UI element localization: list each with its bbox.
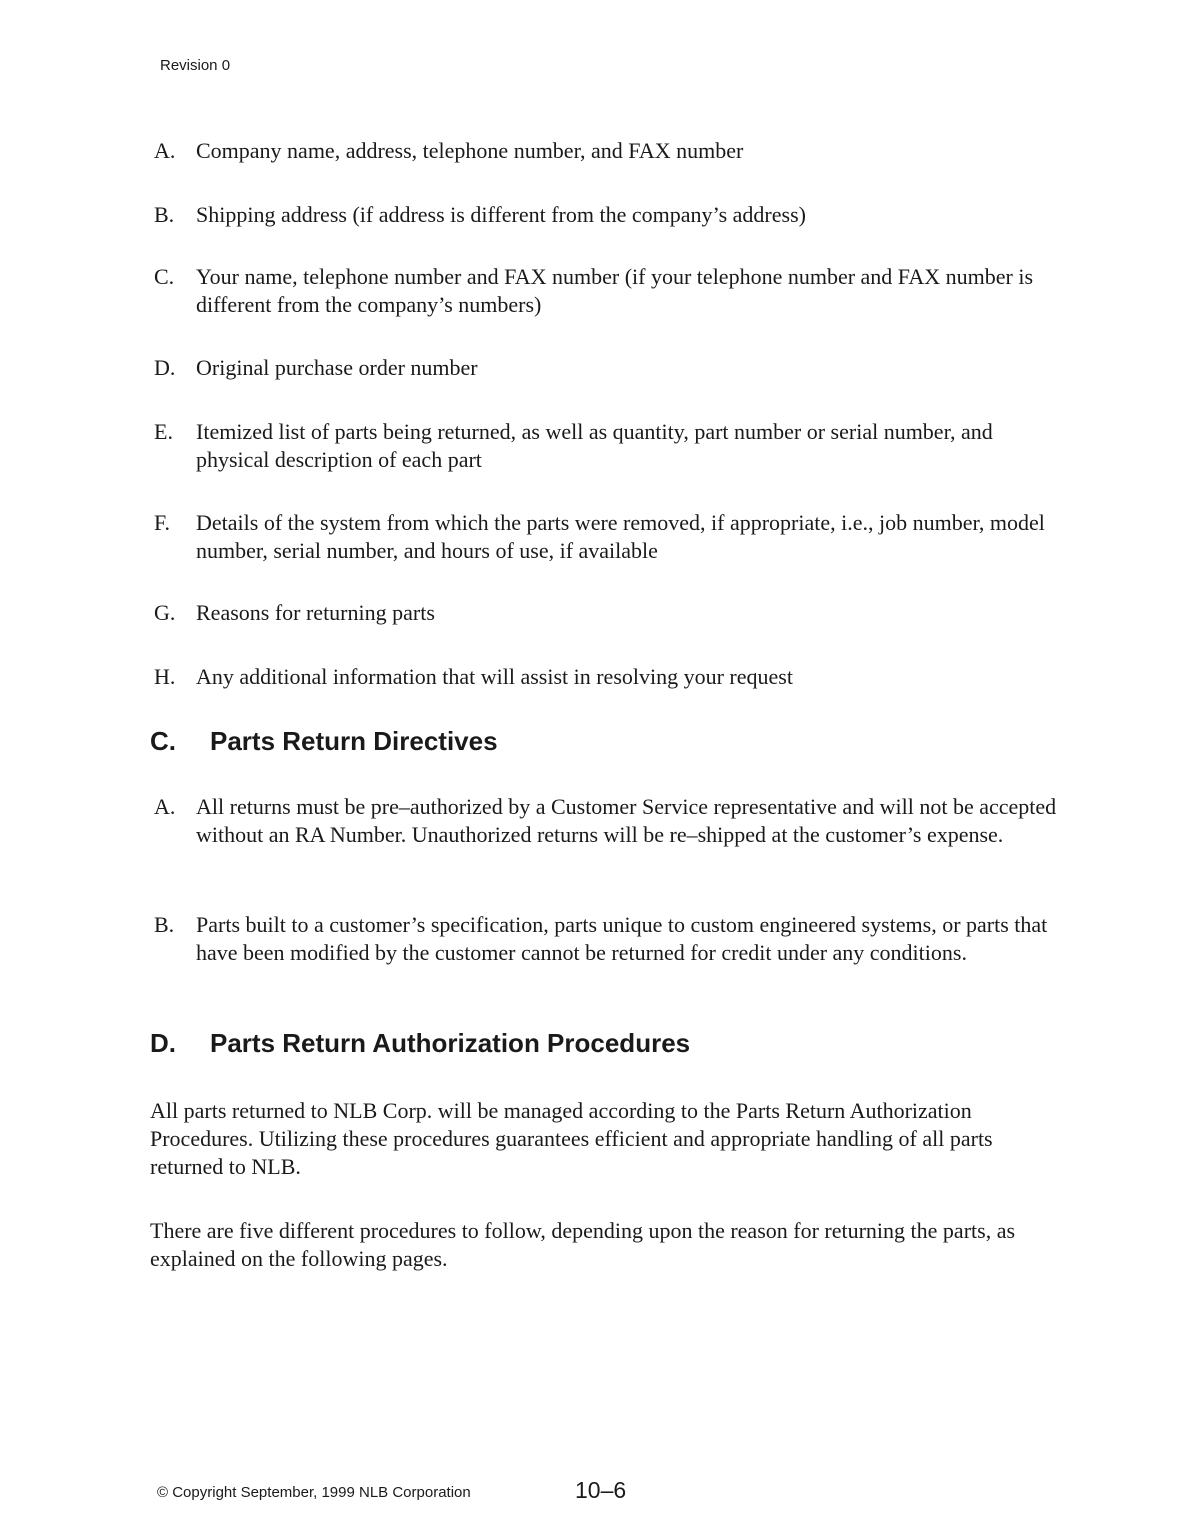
list-item — [150, 599, 1070, 663]
list-item — [150, 911, 1070, 995]
list-item-text: Original purchase order number — [196, 355, 478, 380]
list-item-letter: B. — [154, 202, 175, 227]
section-d-paragraph: All parts returned to NLB Corp. will be managed according to the Parts Return Authorization Procedures. Utilizing these procedures guarantees efficient and appropriate handling of all parts returned to NLB. — [150, 1098, 993, 1179]
list-item-text: Parts built to a customer’s specification, parts unique to custom engineered systems, or parts that have been modified by the customer cannot be returned for credit under any conditions. — [196, 912, 1048, 965]
list-item-letter: C. — [154, 264, 175, 289]
list-item-text: Reasons for returning parts — [196, 600, 435, 625]
list-item-text: All returns must be pre–authorized by a Customer Service representative and will not be accepted without an RA Number. Unauthorized returns will be re–shipped at the customer’s expense. — [196, 794, 1057, 847]
list-item — [150, 201, 1070, 263]
list-item — [150, 354, 1070, 418]
revision-label: Revision 0 — [160, 57, 231, 74]
list-item-letter: F. — [154, 510, 170, 535]
list-item — [150, 663, 1070, 693]
info-list — [150, 137, 1070, 693]
section-d-heading — [150, 1027, 690, 1059]
list-item-text: Your name, telephone number and FAX number (if your telephone number and FAX number is different from the company’s numbers) — [196, 264, 1034, 317]
list-item-letter: B. — [154, 912, 175, 937]
section-c-heading — [150, 725, 498, 757]
list-item-text: Shipping address (if address is different from the company’s address) — [196, 202, 806, 227]
directives-list — [150, 793, 1070, 995]
section-d-letter: D. — [150, 1028, 176, 1058]
section-c-letter: C. — [150, 726, 176, 756]
list-item-letter: A. — [154, 794, 176, 819]
list-item-letter: H. — [154, 664, 176, 689]
section-c-title: Parts Return Directives — [210, 726, 498, 756]
list-item — [150, 137, 1070, 201]
list-item-text: Company name, address, telephone number, and FAX number — [196, 138, 744, 163]
list-item — [150, 509, 1070, 599]
list-item-letter: G. — [154, 600, 176, 625]
copyright-notice: © Copyright September, 1999 NLB Corporation — [157, 1484, 471, 1501]
section-d-paragraph: There are five different procedures to follow, depending upon the reason for returning the parts, as explained on the following pages. — [150, 1218, 1016, 1271]
list-item-letter: A. — [154, 138, 176, 163]
list-item-text: Itemized list of parts being returned, as well as quantity, part number or serial number, and physical description of each part — [196, 419, 993, 472]
list-item-letter: D. — [154, 355, 176, 380]
list-item — [150, 263, 1070, 354]
list-item-text: Any additional information that will assist in resolving your request — [196, 664, 793, 689]
page-number: 10–6 — [575, 1477, 627, 1503]
list-item-letter: E. — [154, 419, 173, 444]
list-item — [150, 418, 1070, 509]
list-item — [150, 793, 1070, 911]
list-item-text: Details of the system from which the parts were removed, if appropriate, i.e., job number, model number, serial number, and hours of use, if available — [196, 510, 1045, 563]
section-d-title: Parts Return Authorization Procedures — [210, 1028, 691, 1058]
